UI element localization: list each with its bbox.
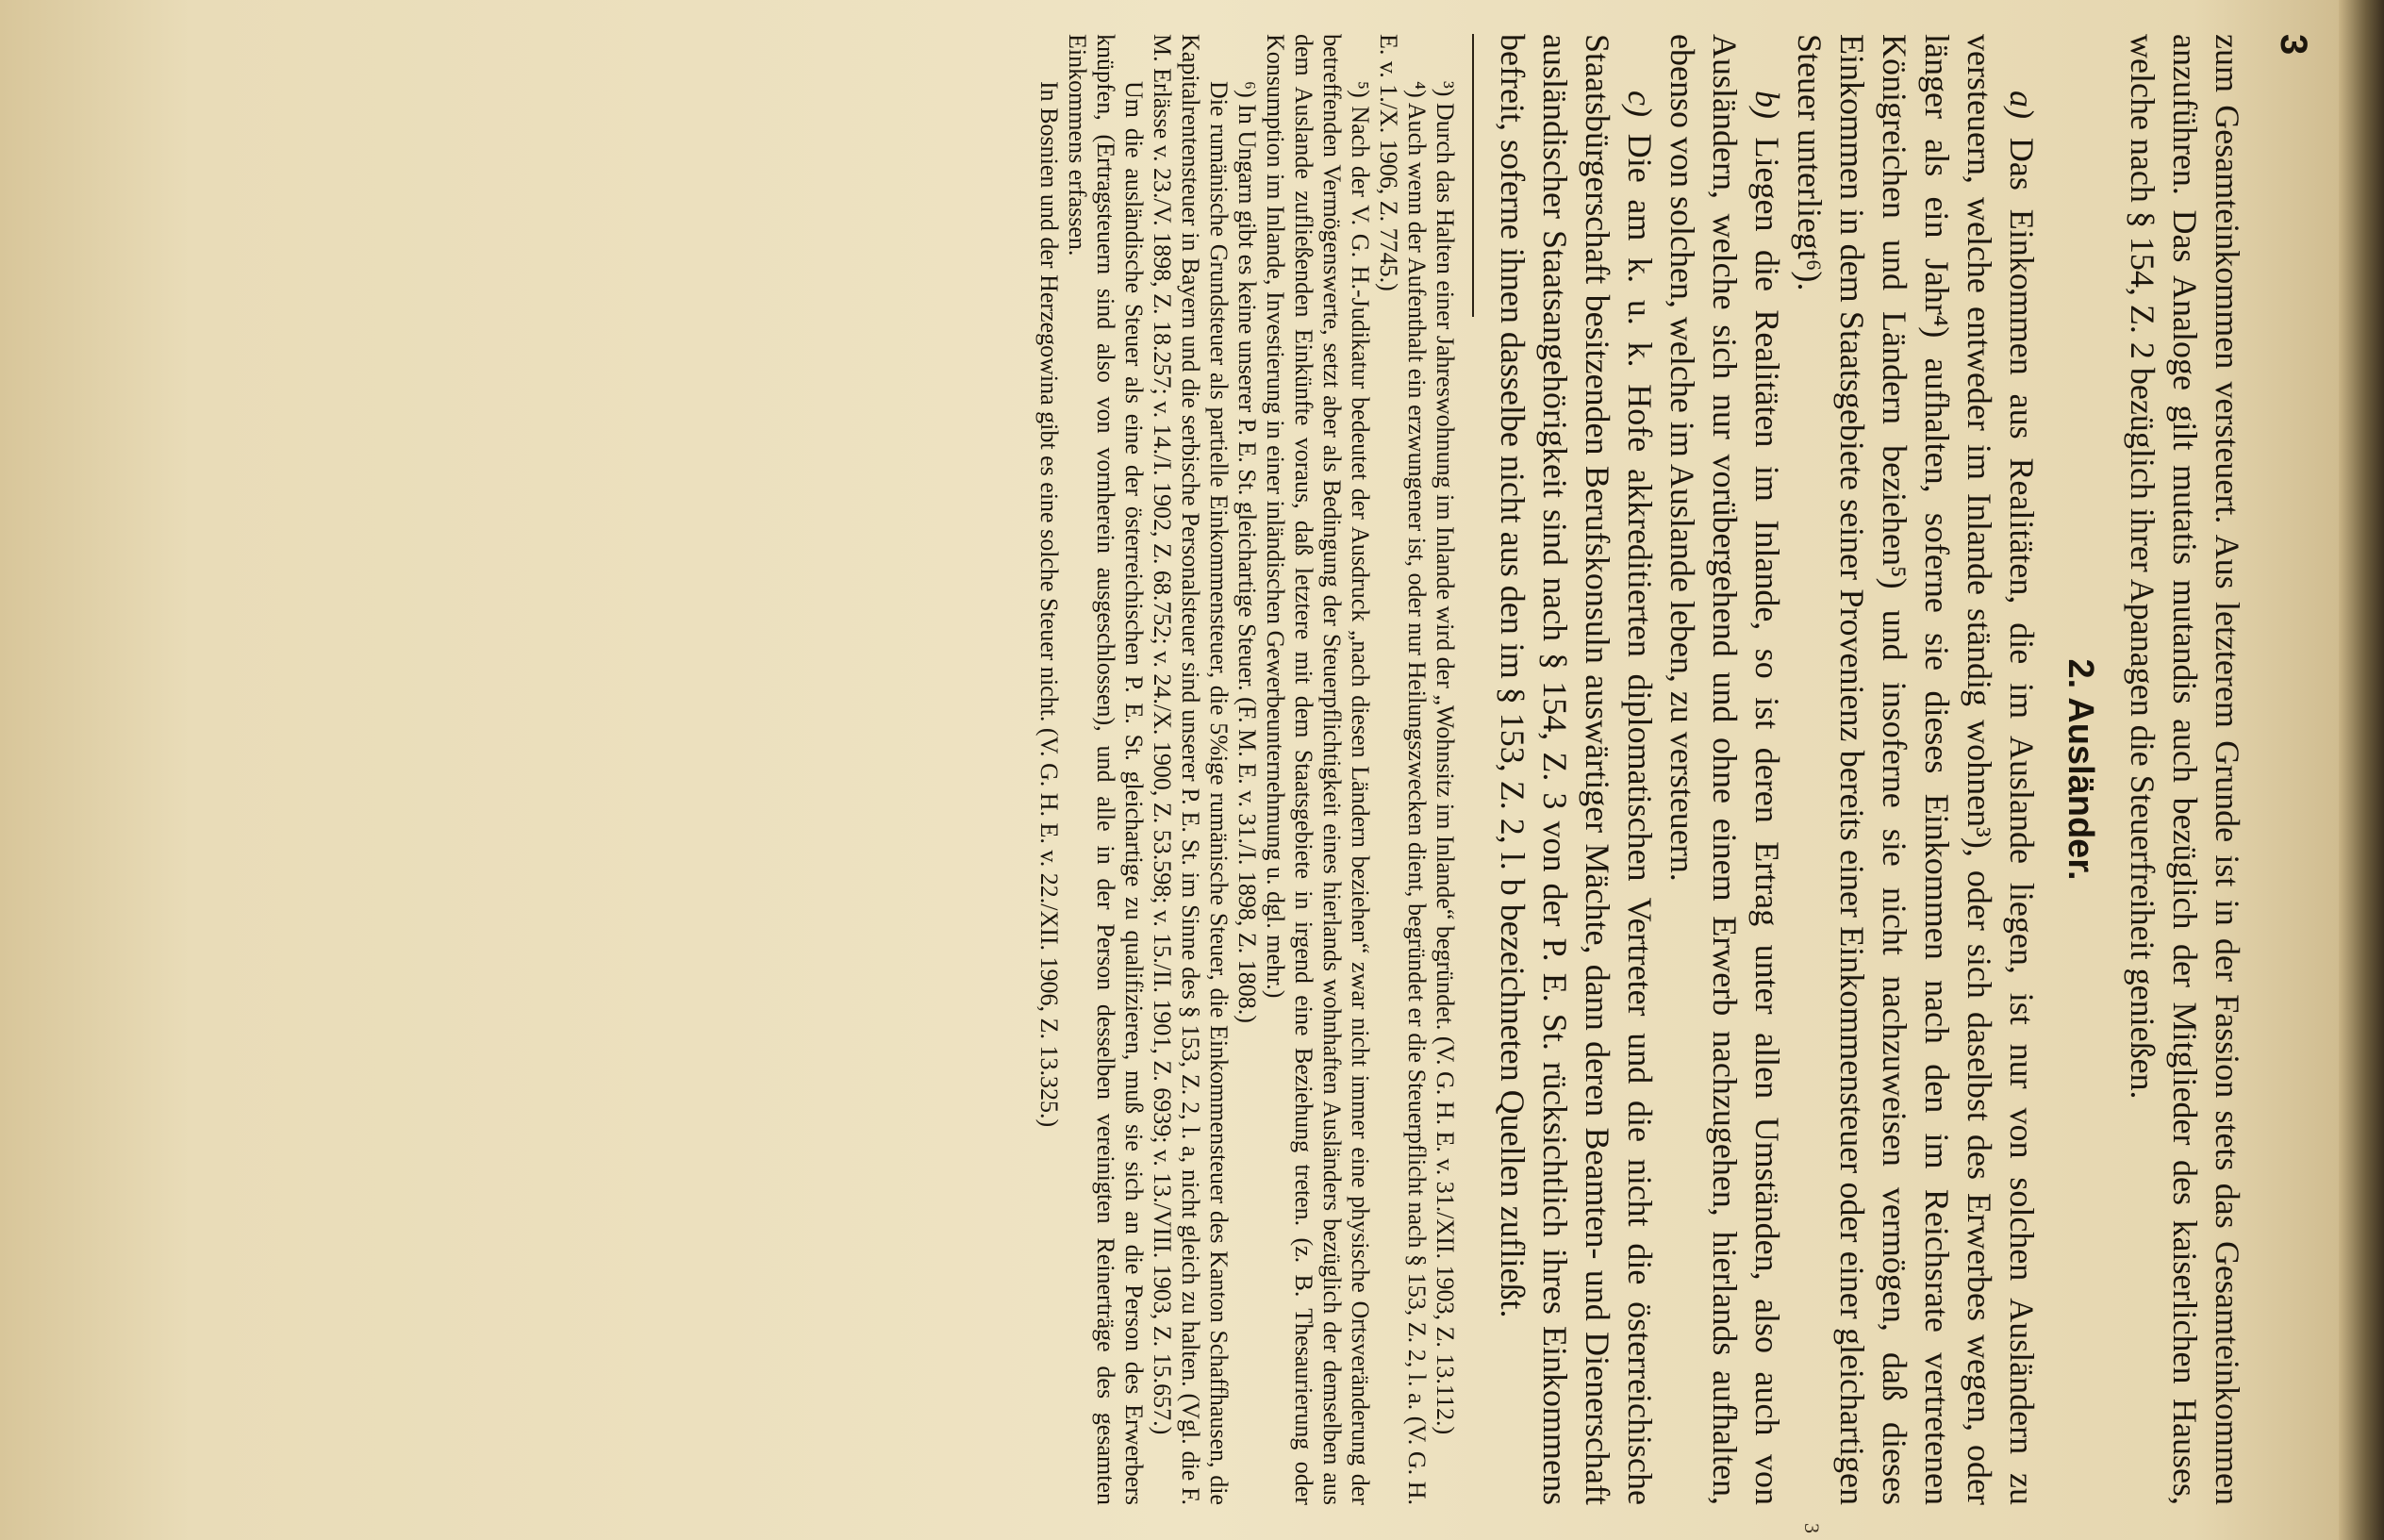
book-gutter-shadow bbox=[2339, 0, 2384, 1540]
body-text bbox=[1035, 34, 2248, 1505]
footnote-4: ⁴) Auch wenn der Aufenthalt ein erzwungener ist, oder nur Heilungszwecken dient, begründet er die Steuerpflicht nach § 153, Z. 2, l. a. (V. G. H. E. v. 1./X. 1906, Z. 7745.) bbox=[1375, 34, 1431, 1505]
paragraph-a-text: Das Einkommen aus Realitäten, die im Auslande liegen, ist nur von solchen Ausländern zu versteuern, welche entweder im Inlande ständig wohnen³), oder sich daselbst des Erwerbes wegen, oder länger als ein Jahr⁴) aufhalten, soferne sie dieses Einkommen nach den im Reichsrate vertretenen Königreichen und Ländern beziehen⁵) und insoferne sie nicht nachzuweisen vermögen, daß dieses Einkommen in dem Staatsgebiete seiner Provenienz bereits einer Einkommensteuer oder einer gleichartigen Steuer unterliegt⁶). bbox=[1791, 34, 2041, 1506]
paragraph-a bbox=[1788, 34, 2043, 1505]
paragraph-a-label: a) bbox=[2003, 91, 2041, 119]
section-heading: 2. Ausländer. bbox=[2061, 658, 2100, 881]
rotated-page-content bbox=[70, 34, 2314, 1533]
footnote-6: ⁶) In Ungarn gibt es keine unserer P. E. St. gleichartige Steuer. (F. M. E. v. 31./I. 1898, Z. 1808.) bbox=[1233, 81, 1261, 1023]
paragraph-b-label: b) bbox=[1748, 91, 1786, 119]
footnote-6-continued-qualification: Um die ausländische Steuer als eine der österreichischen P. E. St. gleichartige zu qualifizieren, muß sie sich an die Person des Erwerbers knüpfen, (Ertragsteuern sind also von vornherein ausgeschlossen), und alle in der Person desselben vereinigten Reinerträge des gesamten Einkommens erfassen. bbox=[1064, 34, 1148, 1505]
footnote-3: ³) Durch das Halten einer Jahreswohnung im Inlande wird der „Wohnsitz im Inlande“ begründet. (V. G. H. E. v. 31./XII. 1903, Z. 13.112.) bbox=[1432, 81, 1459, 1435]
page-number: 3 bbox=[2273, 34, 2314, 56]
footnote-5: ⁵) Nach der V. G. H.-Judikatur bedeutet der Ausdruck „nach diesen Ländern beziehen“ zwar nicht immer eine physische Ortsveränderung der betreffenden Vermögenswerte, setzt aber als Bedingung der Steuerpflichtigkeit eines hierlands wohnhaften Ausländers bezüglich der demselben aus dem Auslande zufließenden Einkünfte voraus, daß letztere mit dem Staatsgebiete in irgend eine Beziehung treten. (z. B. Thesaurierung oder Konsumption im Inlande, Investierung in einer inländischen Gewerbeunternehmung u. dgl. mehr.) bbox=[1262, 34, 1374, 1505]
paragraph-c-text: Die am k. u. k. Hofe akkreditierten diplomatischen Vertreter und die nicht die österreichische Staatsbürgerschaft besitzenden Berufskonsuln auswärtiger Mächte, dann deren Beamten- und Dienerschaft ausländischer Staatsangehörigkeit sind nach § 154, Z. 3 von der P. E. St. rücksichtlich ihres Einkommens befreit, soferne ihnen dasselbe nicht aus den im § 153, Z. 2, l. b bezeichneten Quellen zufließt. bbox=[1494, 34, 1659, 1505]
paragraph-c bbox=[1491, 34, 1661, 1505]
paragraph-b bbox=[1661, 34, 1788, 1505]
paragraph-b-text: Liegen die Realitäten im Inlande, so ist deren Ertrag unter allen Umständen, also auch von Ausländern, welche sich nur vorübergehend und ohne einem Erwerb nachzugehen, hierlands aufhalten, ebenso von solchen, welche im Auslande leben, zu versteuern. bbox=[1664, 34, 1786, 1506]
margin-mark: 3 bbox=[1800, 1523, 1824, 1533]
footnote-divider bbox=[1472, 34, 1474, 317]
intro-paragraph: zum Gesamteinkommen versteuert. Aus letzterem Grunde ist in der Fassion stets das Gesamteinkommen anzuführen. Das Analoge gilt mutatis mutandis auch bezüglich der Mitglieder des kaiserlichen Hauses, welche nach § 154, Z. 2 bezüglich ihrer Apanagen die Steuerfreiheit genießen. bbox=[2124, 34, 2246, 1505]
paragraph-c-label: c) bbox=[1621, 91, 1659, 117]
footnote-6-continued-bosnia: In Bosnien und der Herzegowina gibt es eine solche Steuer nicht. (V. G. H. E. v. 22./XII. 1906, Z. 13.325.) bbox=[1035, 81, 1063, 1128]
footnote-6-continued-romania: Die rumänische Grundsteuer als partielle Einkommensteuer, die 5%ige rumänische Steuer, die Einkommensteuer des Kanton Schaffhausen, die Kapitalrentensteuer in Bayern und die serbische Personalsteuer sind unserer P. E. St. im Sinne des § 153, Z. 2, l. a, nicht gleich zu halten. (Vgl. die F. M. Erlässe v. 23./V. 1898, Z. 18.257; v. 14./I. 1902, Z. 68.752; v. 24./X. 1900, Z. 53.598; v. 15./II. 1901, Z. 6939; v. 13./VIII. 1903, Z. 15.657.) bbox=[1149, 34, 1233, 1505]
